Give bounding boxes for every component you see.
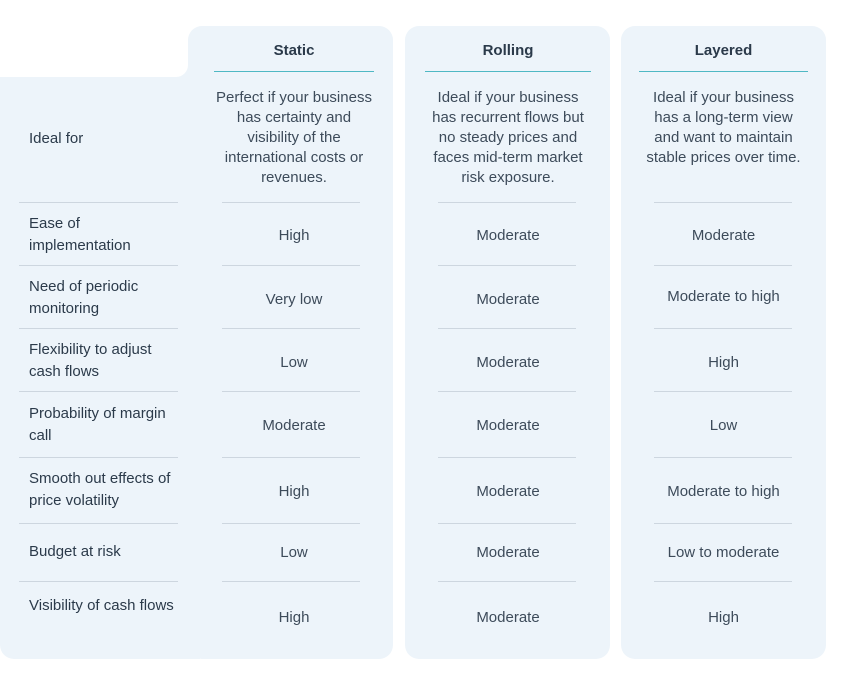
row-divider: [654, 523, 792, 524]
cell-ease-layered: Moderate: [691, 227, 756, 244]
cell-budget-rolling: Moderate: [476, 544, 540, 561]
row-divider: [654, 391, 792, 392]
column-header-static: Static: [273, 42, 315, 59]
cell-margin-call-layered: Low: [709, 417, 738, 434]
cell-ideal-for-layered: Ideal if your business has a long-term view and want to maintain stable prices over time.: [646, 89, 801, 166]
row-divider: [222, 202, 360, 203]
row-divider: [222, 265, 360, 266]
row-label-smooth-out-effects-of-price-volatility: Smooth out effects of price volatility: [29, 470, 171, 509]
row-divider: [438, 202, 576, 203]
header-divider-static: [214, 71, 374, 72]
cell-flexibility-static: Low: [280, 354, 308, 371]
cell-ease-static: High: [278, 227, 310, 244]
row-divider: [654, 202, 792, 203]
row-label-flexibility-to-adjust-cash-flows: Flexibility to adjust cash flows: [29, 341, 152, 380]
row-divider: [654, 328, 792, 329]
cell-monitoring-layered: Moderate to high: [667, 288, 780, 305]
cell-visibility-static: High: [278, 609, 310, 626]
header-divider-layered: [639, 71, 808, 72]
cell-margin-call-rolling: Moderate: [476, 417, 540, 434]
cell-monitoring-rolling: Moderate: [476, 291, 540, 308]
row-divider: [19, 457, 178, 458]
cell-visibility-layered: High: [708, 609, 739, 626]
row-divider: [438, 523, 576, 524]
cell-volatility-static: High: [278, 483, 310, 500]
row-divider: [222, 457, 360, 458]
panel-corner-notch: [176, 65, 188, 77]
row-divider: [19, 328, 178, 329]
row-divider: [222, 523, 360, 524]
row-label-need-of-periodic-monitoring: Need of periodic monitoring: [29, 278, 139, 317]
row-divider: [19, 202, 178, 203]
row-label-probability-of-margin-call: Probability of margin call: [29, 405, 166, 444]
cell-visibility-rolling: Moderate: [476, 609, 540, 626]
row-divider: [654, 457, 792, 458]
row-divider: [438, 265, 576, 266]
row-divider: [222, 391, 360, 392]
header-divider-rolling: [425, 71, 591, 72]
cell-ideal-for-static: Perfect if your business has certainty and visibility of the international costs or revenues.: [216, 89, 372, 186]
cell-budget-static: Low: [280, 544, 308, 561]
row-divider: [438, 328, 576, 329]
row-divider: [654, 581, 792, 582]
cell-flexibility-rolling: Moderate: [476, 354, 540, 371]
row-label-budget-at-risk: Budget at risk: [29, 543, 121, 560]
column-header-rolling: Rolling: [482, 42, 534, 59]
column-header-layered: Layered: [694, 42, 753, 59]
cell-volatility-layered: Moderate to high: [667, 483, 780, 500]
cell-flexibility-layered: High: [708, 354, 739, 371]
row-label-visibility-of-cash-flows: Visibility of cash flows: [29, 597, 174, 614]
cell-margin-call-static: Moderate: [262, 417, 326, 434]
row-divider: [438, 457, 576, 458]
row-divider: [438, 581, 576, 582]
row-divider: [19, 265, 178, 266]
cell-ease-rolling: Moderate: [476, 227, 540, 244]
cell-monitoring-static: Very low: [265, 291, 323, 308]
cell-ideal-for-rolling: Ideal if your business has recurrent flows but no steady prices and faces mid-term market risk exposure.: [432, 89, 584, 186]
row-label-ideal-for: Ideal for: [29, 130, 84, 147]
row-divider: [222, 328, 360, 329]
row-divider: [19, 391, 178, 392]
row-divider: [19, 581, 178, 582]
row-divider: [222, 581, 360, 582]
row-divider: [438, 391, 576, 392]
cell-budget-layered: Low to moderate: [667, 544, 780, 561]
row-divider: [19, 523, 178, 524]
row-label-ease-of-implementation: Ease of implementation: [29, 215, 131, 254]
row-divider: [654, 265, 792, 266]
cell-volatility-rolling: Moderate: [476, 483, 540, 500]
